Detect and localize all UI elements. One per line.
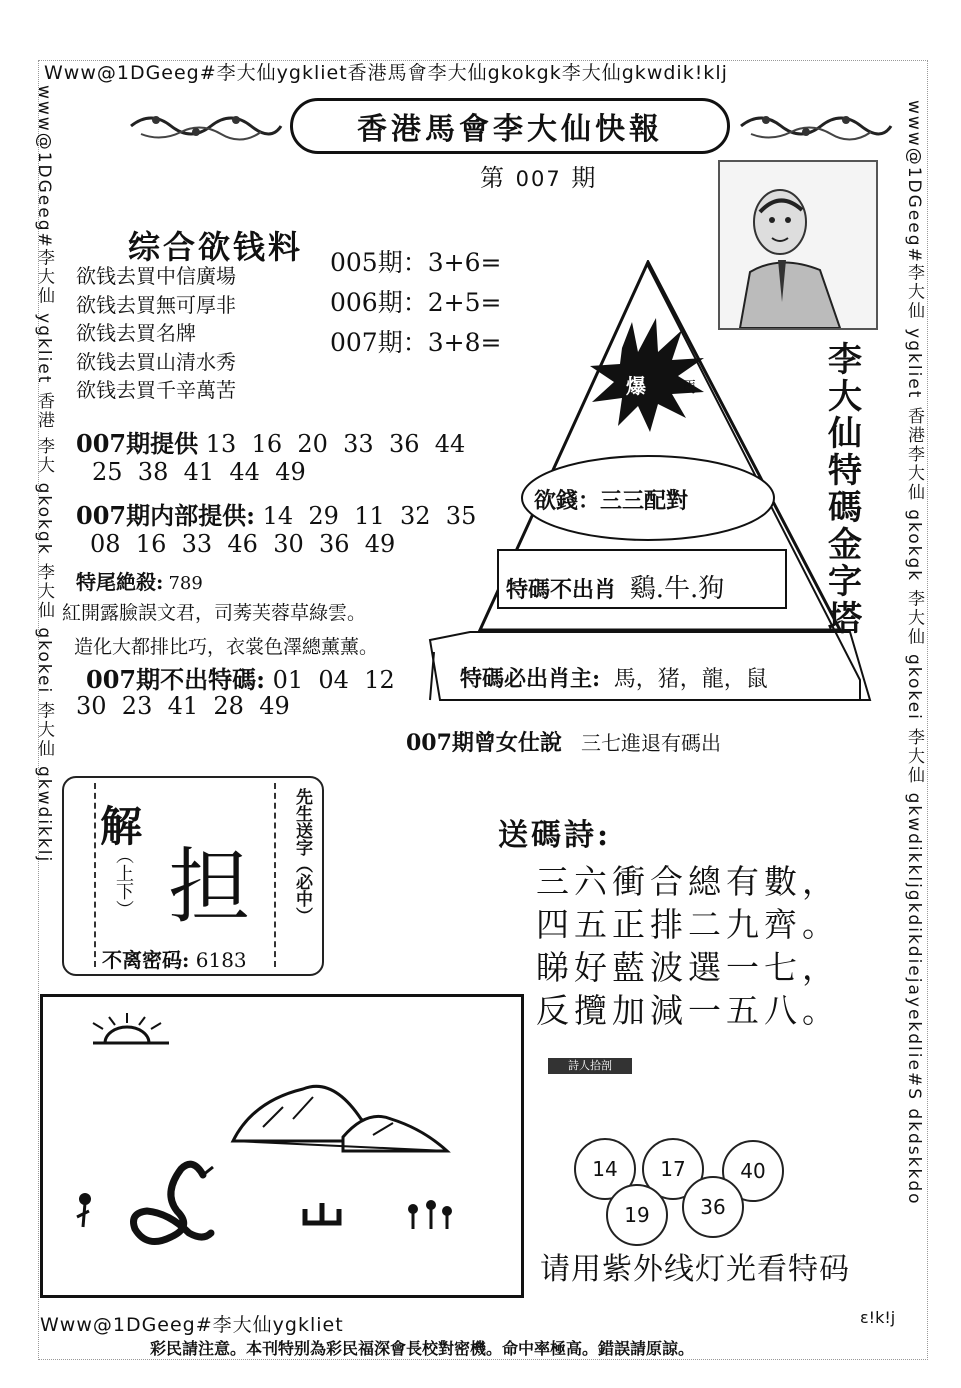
- provided-label: 007期提供: [76, 429, 199, 458]
- list-item: 欲钱去買千辛萬苦: [76, 378, 236, 402]
- left-watermark-strip: www@1DGeeg#李大仙 ygkliet 香港 李大 gkokgk 李大仙 gkokei 李大仙 gkwdikklj: [34, 85, 54, 864]
- number-ball: 36: [682, 1176, 744, 1238]
- no-special-numbers-2: 30 23 41 28 49: [76, 692, 290, 720]
- pyramid-tier-1: 欲錢：三三配對: [534, 488, 689, 514]
- provided-line-1: [76, 424, 465, 459]
- bottom-watermark-strip: Www@1DGeeg#李大仙ygkliet: [40, 1314, 344, 1336]
- provided-numbers-1: 13 16 20 33 36 44: [205, 430, 466, 458]
- poem-line: 睇好藍波選一七，: [536, 948, 840, 987]
- banner-title: 香港馬會李大仙快報: [290, 98, 730, 154]
- pyramid-tier-2: [506, 568, 724, 605]
- number-ball: 17: [642, 1138, 704, 1200]
- period-line: 007期：3+8=: [330, 328, 502, 357]
- riddle-code-value: 6183: [195, 948, 247, 972]
- left-flourish-icon: [126, 108, 286, 144]
- wish-list: [76, 262, 236, 405]
- sun-icon: [93, 1013, 169, 1043]
- poem: [536, 860, 840, 1032]
- list-item: 欲钱去買中信廣場: [76, 264, 236, 288]
- tail-kill: [76, 566, 203, 595]
- poem-line: 三六衝合總有數，: [536, 862, 840, 901]
- zeng-line: [406, 726, 721, 757]
- list-item: 欲钱去買山清水秀: [76, 349, 236, 374]
- issue-prefix: 第: [480, 164, 506, 192]
- internal-numbers-1: 14 29 11 32 35: [262, 502, 477, 530]
- top-watermark-strip: Www@1DGeeg#李大仙ygkliet香港馬會李大仙gkokgk李大仙gkwdik!klj: [44, 62, 728, 84]
- no-special-line-1: [86, 660, 395, 695]
- riddle-character: 担: [168, 840, 251, 935]
- pyramid-tier-3-label: 特碼必出肖主:: [460, 666, 601, 692]
- burst-sub-label: 馬: [682, 378, 698, 396]
- internal-line-1: [76, 496, 476, 531]
- picture-puzzle-drawing: [43, 997, 521, 1295]
- right-flourish-icon: [736, 108, 896, 144]
- period-line: 005期：3+6=: [330, 248, 502, 277]
- pyramid-tier-3-value: 馬，猪，龍，鼠: [613, 667, 768, 692]
- corner-watermark: ε!k!j: [860, 1308, 896, 1327]
- number-ball: 40: [722, 1140, 784, 1202]
- picture-puzzle: [40, 994, 524, 1298]
- mountain-icon: [233, 1086, 447, 1151]
- verse-line-2: 造化大都排比巧，衣裳色澤總薰薰。: [74, 636, 379, 658]
- flower-icon: [77, 1193, 91, 1227]
- number-ball: 19: [606, 1184, 668, 1246]
- verse-line-1: 紅開露臉誤文君，司莠芙蓉草綠雲。: [62, 602, 367, 624]
- internal-numbers-2: 08 16 33 46 30 36 49: [90, 530, 396, 558]
- poem-title: 送碼詩:: [498, 818, 612, 853]
- riddle-code-label: 不离密码:: [102, 948, 190, 972]
- tail-kill-value: 789: [168, 573, 203, 594]
- riddle-label: 解: [100, 802, 143, 851]
- no-special-numbers-1: 01 04 12: [272, 666, 395, 694]
- issue-suffix: 期: [571, 164, 598, 192]
- riddle-code: [102, 944, 247, 973]
- snake-icon: [134, 1164, 214, 1241]
- provided-numbers-2: 25 38 41 44 49: [92, 458, 306, 486]
- wish-section-title: 综合欲钱料: [128, 228, 304, 266]
- burst-label: 爆: [626, 374, 646, 398]
- list-item: 欲钱去買無可厚非: [76, 292, 236, 317]
- pyramid-tier-3: [460, 662, 768, 693]
- pyramid-tier-2-value: 鷄.牛.狗: [629, 574, 725, 604]
- mountain-character-icon: [305, 1203, 339, 1223]
- poem-line: 四五正排二九齊。: [536, 905, 840, 944]
- footer-note: 彩民請注意。本刊特别為彩民福深會長校對密機。命中率極高。錯誤請原諒。: [150, 1339, 695, 1358]
- pyramid-tier-2-label: 特碼不出肖: [506, 577, 617, 603]
- issue-value: 007: [515, 167, 562, 191]
- period-line: 006期：2+5=: [330, 288, 502, 317]
- zeng-value: 三七進退有碼出: [581, 731, 722, 755]
- number-ball: 14: [574, 1138, 636, 1200]
- internal-label: 007期内部提供:: [76, 501, 255, 530]
- tail-kill-label: 特尾絶殺:: [76, 570, 164, 594]
- uv-note: 请用紫外线灯光看特码: [540, 1252, 850, 1287]
- zeng-label: 007期曾女仕說: [406, 730, 562, 756]
- poem-line: 反攬加減一五八。: [536, 991, 840, 1030]
- riddle-side-note: 先生送字（必中）: [292, 788, 312, 924]
- no-special-label: 007期不出特碼:: [86, 665, 265, 694]
- poem-stamp: 詩人拾剖: [548, 1058, 632, 1074]
- sprouts-icon: [408, 1200, 452, 1229]
- pyramid-title: 李大仙特碼金字塔: [828, 340, 862, 639]
- right-watermark-strip: www@1DGeeg#李大仙 ygkliet 香港李大仙 gkokgk 李大仙 gkokei 李大仙 gkwdikkljgkdikdiejayekdlie#S dkdskkdo: [904, 100, 924, 1206]
- riddle-sublabel: （上下）: [113, 846, 134, 918]
- issue-number: [480, 158, 597, 193]
- list-item: 欲钱去買名牌: [76, 321, 196, 345]
